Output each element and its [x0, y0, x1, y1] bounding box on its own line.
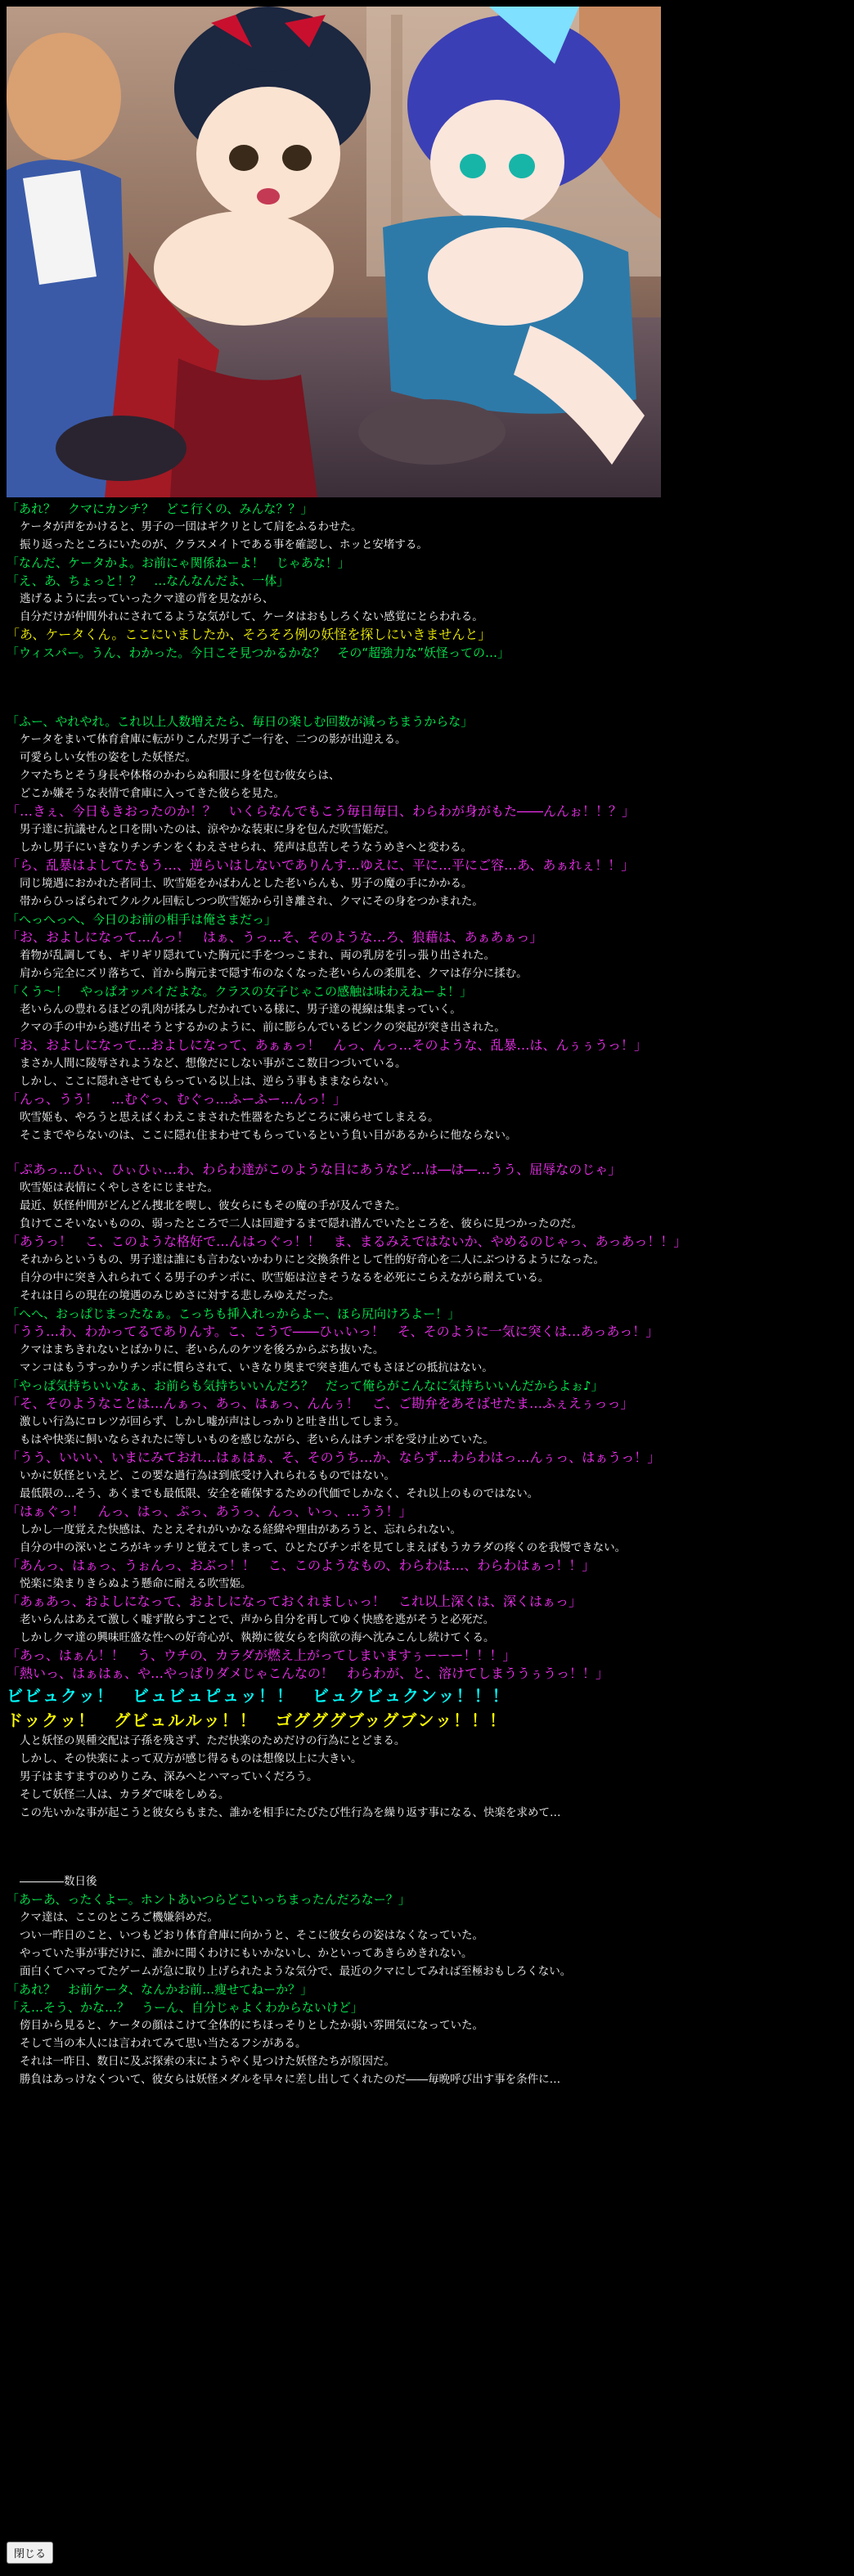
narration-line: しかしクマ達の興味旺盛な性への好奇心が、執拗に彼女らを肉欲の海へ沈みこんし続けてくる。	[20, 1631, 495, 1644]
narration-line: クマ達は、ここのところご機嫌斜めだ。	[20, 1911, 218, 1924]
narration-line: 自分の中に突き入れられてくる男子のチンポに、吹雪姫は泣きそうなるを必死にこらえながら耐えている。	[20, 1271, 550, 1284]
dialogue-line: 「あんっ、はぁっ、うぉんっ、おぶっ！！ こ、このようなもの、わらわは…、わらわはぁっ！！」	[7, 1558, 596, 1573]
close-button[interactable]: 閉じる	[7, 2542, 53, 2564]
spacer	[7, 1145, 847, 1162]
narration-line: ケータが声をかけると、男子の一団はギクリとして肩をふるわせた。	[20, 520, 362, 533]
story-text	[7, 501, 847, 2089]
dialogue-line: 「あれ？ クマにカンチ？ どこ行くの、みんな？？」	[7, 501, 313, 516]
dialogue-line: 「ぷあっ…ひぃ、ひぃひぃ…わ、わらわ達がこのような目にあうなど…は―は―…うう、屈辱なのじゃ」	[7, 1162, 622, 1177]
dialogue-line: 「あうっ！ こ、このような格好で…んはっぐっ！！ ま、まるみえではないか、やめるのじゃっ、あっあっ！！」	[7, 1234, 687, 1249]
narration-line: しかし一度覚えた快感は、たとえそれがいかなる経緯や理由があろうと、忘れられない。	[20, 1523, 461, 1536]
scene-break-line: ――――数日後	[20, 1875, 97, 1888]
sound-effect-line: ドックッ！ グビュルルッ！！ ゴグググブッグブンッ！！！	[7, 1711, 508, 1730]
dialogue-line: 「ウィスパー。うん、わかった。今日こそ見つかるかな？ その“超強力な”妖怪っての…」	[7, 645, 510, 660]
narration-line: しかし男子にいきなりチンチンをくわえさせられ、発声は息苦しそうなうめきへと変わる。	[20, 841, 472, 854]
narration-line: 勝負はあっけなくついて、彼女らは妖怪メダルを早々に差し出してくれたのだ――毎晩呼び出す事を条件に…	[20, 2073, 561, 2086]
dialogue-line: 「そ、そのようなことは…んぁっ、あっ、はぁっ、んんぅ！ ご、ご勘弁をあそばせたま…ふぇえぅっっ」	[7, 1396, 634, 1411]
narration-line: やっていた事が事だけに、誰かに聞くわけにもいかないし、かといってあきらめきれない。	[20, 1947, 473, 1960]
narration-line: しかし、その快楽によって双方が感じ得るものは想像以上に大きい。	[20, 1752, 362, 1765]
dialogue-line: 「お、およしになって…んっ！ はぁ、うっ…そ、そのような…ろ、狼藉は、あぁあぁっ」	[7, 929, 543, 945]
narration-line: それからというもの、男子達は誰にも言わないかわりにと交換条件として性的好奇心を二人にぶつけるようになった。	[20, 1253, 605, 1266]
dialogue-line: 「くう～！ やっぱオッパイだよな。クラスの女子じゃこの感触は味わえねーよ！」	[7, 984, 473, 999]
dialogue-line: 「お、およしになって…およしになって、あぁぁっ！ んっ、んっ…そのような、乱暴…は、んぅぅうっ！」	[7, 1037, 648, 1053]
narration-line: 最低限の…そう、あくまでも最低限、安全を確保するための代価でしかなく、それ以上のものではない。	[20, 1487, 539, 1500]
narration-line: つい一昨日のこと、いつもどおり体育倉庫に向かうと、そこに彼女らの姿はなくなっていた。	[20, 1929, 483, 1942]
narration-line: ケータをまいて体育倉庫に転がりこんだ男子ご一行を、二つの影が出迎える。	[20, 733, 407, 746]
dialogue-line: 「ら、乱暴はよしてたもう…、逆らいはしないでありんす…ゆえに、平に…平にご容…あ、あぁれぇ！！」	[7, 857, 635, 873]
dialogue-line: 「え…そう、かな…？ うーん、自分じゃよくわからないけど」	[7, 2000, 363, 2015]
narration-line: マンコはもうすっかりチンポに慣らされて、いきなり奥まで突き進んでもさほどの抵抗はない。	[20, 1361, 493, 1374]
dialogue-line: 「え、あ、ちょっと！？ …なんなんだよ、一体」	[7, 573, 290, 588]
narration-line: そして妖怪二人は、カラダで味をしめる。	[20, 1788, 230, 1801]
narration-line: 老いらんの豊れるほどの乳肉が揉みしだかれている様に、男子達の視線は集まっていく。	[20, 1003, 461, 1016]
dialogue-line: 「はぁぐっ！ んっ、はっ、ぷっ、あうっ、んっ、いっ、…うう！」	[7, 1504, 412, 1519]
narration-line: そこまでやらないのは、ここに隠れ住まわせてもらっているという負い目があるからに他ならない。	[20, 1129, 517, 1142]
dialogue-line: 「やっぱ気持ちいいなぁ、お前らも気持ちいいんだろ？ だって俺らがこんなに気持ちいいんだからよぉ♪」	[7, 1378, 604, 1393]
narration-line: 男子はますますのめりこみ、深みへとハマっていくだろう。	[20, 1770, 318, 1783]
dialogue-line: 「あ、ケータくん。ここにいましたか、そろそろ例の妖怪を探しにいきませんと」	[7, 627, 492, 642]
narration-line: 吹雪姫も、やろうと思えばくわえこまされた性器をたちどころに凍らせてしまえる。	[20, 1111, 439, 1124]
dialogue-line: 「うう、いいい、いまにみておれ…はぁはぁ、そ、そのうち…か、ならず…わらわはっ…んぅっ、はぁうっ！」	[7, 1450, 661, 1465]
narration-line: 最近、妖怪仲間がどんどん捜北を喫し、彼女らにもその魔の手が及んできた。	[20, 1199, 407, 1212]
illustration	[7, 7, 661, 497]
dialogue-line: 「熱いっ、はぁはぁ、や…やっぱりダメじゃこんなの！ わらわが、と、溶けてしまううぅうっ！！」	[7, 1666, 609, 1681]
narration-line: クマはまちきれないとばかりに、老いらんのケツを後ろからぶち抜いた。	[20, 1343, 384, 1356]
narration-line: そして当の本人には言われてみて思い当たるフシがある。	[20, 2037, 307, 2050]
dialogue-line: 「へっへっへ、今日のお前の相手は俺さまだっ」	[7, 912, 277, 927]
spacer	[7, 663, 847, 713]
dialogue-line: 「あぁあっ、およしになって、およしになっておくれましぃっ！ これ以上深くは、深くはぁっ」	[7, 1594, 582, 1609]
narration-line: クマの手の中から逃げ出そうとするかのように、前に膨らんでいるピンクの突起が突き出された。	[20, 1021, 506, 1034]
dialogue-line: 「へへ、おっぱじまったなぁ。こっちも挿入れっからよー、ほら尻向けろよー！」	[7, 1306, 461, 1321]
spacer	[7, 1823, 847, 1873]
narration-line: 老いらんはあえて激しく嘘ず散らすことで、声から自分を再してゆく快感を逃がそうと必死だ。	[20, 1613, 495, 1626]
narration-line: 人と妖怪の異種交配は子孫を残さず、ただ快楽のためだけの行為にとどまる。	[20, 1734, 406, 1747]
dialogue-line: 「ふー、やれやれ。これ以上人数増えたら、毎日の楽しむ回数が減っちまうからな」	[7, 714, 474, 729]
narration-line: クマたちとそう身長や体格のかわらぬ和服に身を包む彼女らは、	[20, 769, 340, 782]
narration-line: 自分の中の深いところがキッチリと覚えてしまって、ひとたびチンポを見てしまえばもうカラダの疼くのを我慢できない。	[20, 1541, 627, 1554]
narration-line: しかし、ここに隠れさせてもらっている以上は、逆らう事もままならない。	[20, 1075, 395, 1088]
narration-line: 着物が乱調しても、ギリギリ隠れていた胸元に手をつっこまれ、両の乳房を引っ張り出された。	[20, 949, 496, 962]
narration-line: 傍目から見ると、ケータの顔はこけて全体的にちほっそりとしたか弱い雰囲気になっていた。	[20, 2019, 483, 2032]
narration-line: それは一昨日、数日に及ぶ探索の末にようやく見つけた妖怪たちが原因だ。	[20, 2055, 395, 2068]
narration-line: 男子達に抗議せんと口を開いたのは、涼やかな装束に身を包んだ吹雪姫だ。	[20, 823, 395, 836]
narration-line: 面白くてハマってたゲームが急に取り上げられたような気分で、最近のクマにしてみれば至極おもしろくない。	[20, 1965, 572, 1978]
narration-line: 悦楽に染まりきらぬよう懸命に耐える吹雪姫。	[20, 1577, 252, 1590]
narration-line: 振り返ったところにいたのが、クラスメイトである事を確認し、ホッと安堵する。	[20, 538, 428, 551]
dialogue-line: 「あっ、はぁん！！ う、ウチの、カラダが燃え上がってしまいますぅーーー！！！」	[7, 1648, 516, 1663]
dialogue-line: 「なんだ、ケータかよ。お前にゃ関係ねーよ！ じゃあな！」	[7, 555, 350, 570]
narration-line: 肩から完全にズリ落ちて、首から胸元まで隠す布のなくなった老いらんの柔肌を、クマは存分に揉む。	[20, 967, 528, 980]
dialogue-line: 「あーあ、ったくよー。ホントあいつらどこいっちまったんだろなー？」	[7, 1892, 411, 1907]
narration-line: 自分だけが仲間外れにされてるような気がして、ケータはおもしろくない感覚にとらわれる。	[20, 610, 483, 623]
narration-line: もはや快楽に飼いならされたに等しいものを感じながら、老いらんはチンポを受け止めていた。	[20, 1433, 494, 1446]
narration-line: 帯からひっぱられてクルクル回転しつつ吹雪姫から引き離され、クマにその身をつかまれた。	[20, 895, 483, 908]
narration-line: 吹雪姫は表情にくやしさをにじませた。	[20, 1181, 218, 1194]
narration-line: それは日らの現在の境遇のみじめさに対する悲しみゆえだった。	[20, 1289, 340, 1302]
dialogue-line: 「うう…わ、わかってるでありんす。こ、こうで――ひぃいっ！ そ、そのように一気に突くは…あっあっ！」	[7, 1324, 659, 1339]
dialogue-line: 「…きぇ、今日もきおったのか！？ いくらなんでもこう毎日毎日、わらわが身がもた――んんぉ！！？」	[7, 803, 636, 819]
narration-line: 激しい行為にロレツが回らず、しかし嘘が声はしっかりと吐き出してしまう。	[20, 1415, 406, 1428]
narration-line: 可愛らしい女性の姿をした妖怪だ。	[20, 751, 196, 764]
narration-line: この先いかな事が起こうと彼女らもまた、誰かを相手にたびたび性行為を繰り返す事になる、快楽を求めて…	[20, 1806, 561, 1819]
dialogue-line: 「あれ？ お前ケータ、なんかお前…痩せてねーか？」	[7, 1982, 313, 1997]
narration-line: 逃げるように去っていったクマ達の背を見ながら、	[20, 592, 274, 605]
narration-line: いかに妖怪といえど、この要な過行為は到底受け入れられるものではない。	[20, 1469, 395, 1482]
narration-line: まさか人間に陵辱されようなど、想像だにしない事がここ数日つづいている。	[20, 1057, 407, 1070]
sound-effect-line: ビビュクッ！ ビュビュピュッ！！ ビュクビュクンッ！！！	[7, 1686, 510, 1706]
narration-line: 負けてこそいないものの、弱ったところで二人は回避するまで隠れ潜んでいたところを、彼らに見つかったのだ。	[20, 1217, 582, 1230]
dialogue-line: 「んっ、うう！ …むぐっ、むぐっ…ふーふー…んっ！」	[7, 1091, 347, 1107]
narration-line: どこか嫌そうな表情で倉庫に入ってきた彼らを見た。	[20, 787, 285, 800]
narration-line: 同じ境遇におかれた者同士、吹雪姫をかばわんとした老いらんも、男子の魔の手にかかる。	[20, 877, 473, 890]
